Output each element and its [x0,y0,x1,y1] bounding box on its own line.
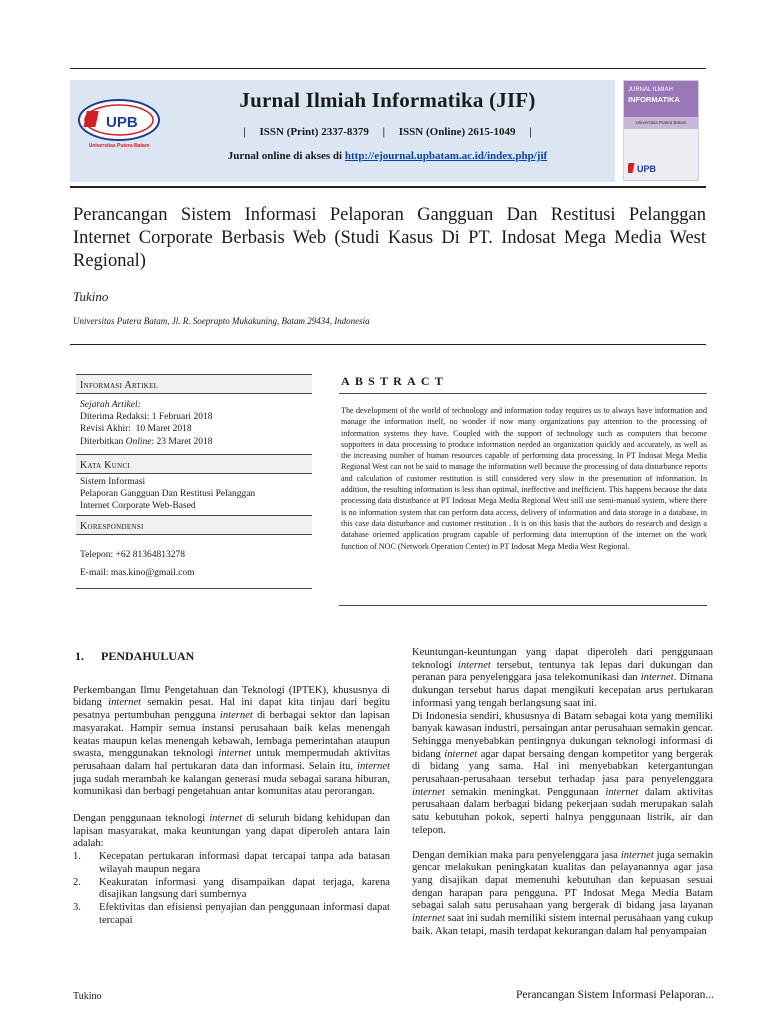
text-run-italic: internet [108,697,142,709]
text-run: saat ini sudah memiliki sistem internal perusahaan yang cukup baik. Akan tetapi, masih terdapat kekurangan dalam hal penyampaian [412,913,713,937]
text-run: tersebut, tentunya tak lepas dari dukungan dan peranan para penyelenggara jasa telekomunikasi dan [412,659,713,684]
text-run-italic: internet [412,786,445,798]
cover-title [628,87,696,105]
text-run: Dengan demikian maka para penyelenggara jasa [412,849,621,861]
cover-logo-text: UPB [637,164,657,174]
text-run: agar dapat bersaing dengan kompetitor yang bergerak di bidang yang sama. Hal ini menyebabkan ketergantungan perusahaan-perusahaan tersebut terhadap jasa para penyelenggara [412,748,713,786]
received-date: Diterima Redaksi: 1 Februari 2018 [80,412,213,423]
abstract-top-rule [339,393,707,394]
article-history [76,394,312,454]
text-run: Di Indonesia sendiri, khususnya di Batam sebagai kota yang memiliki banyak kawasan industri, persaingan antar perusahaan semakin gencar. Sehingga menyebabkan pentingnya dukungan teknologi informasi di bidang [412,710,713,760]
text-run: Dengan penggunaan teknologi [73,813,210,825]
cover-line2: INFORMATIKA [628,94,680,104]
cover-line1: JURNAL ILMIAH [628,87,673,93]
text-run: Keuntungan-keuntungan yang dapat diperoleh dari penggunaan teknologi [412,647,713,671]
paper-title: Perancangan Sistem Informasi Pelaporan Gangguan Dan Restitusi Pelanggan Internet Corporate Berbasis Web (Studi Kasus Di PT. Indosat Mega Media West Regional) [73,205,706,271]
upb-logo [76,96,162,150]
correspondence-details [76,535,312,588]
correspondence-phone: Telepon: +62 81364813278 [80,550,185,561]
text-run: juga semakin gencar melakukan peningkatan kualitas dan pelayanannya agar jasa yang disajikan dapat memenuhi kebutuhan dan kepuasan sesuai dengan harapan para pengguna. PT Indosat Mega Media Batam sebagai salah satu perusahaan yang bergerak di bidang jasa layanan [412,849,713,912]
correspondence-email: E-mail: mas.kino@gmail.com [80,568,195,579]
list-text: Kecepatan pertukaran informasi dapat tercapai tanpa ada batasan wilayah maupun negara [99,851,390,875]
keyword-item: Internet Corporate Web-Based [80,501,196,512]
upb-logo-text: UPB [106,114,138,131]
list-text: Keakuratan informasi yang disampaikan dapat terjaga, karena disajikan langsung dari sumbernya [99,876,390,901]
revised-date: Revisi Akhir: 10 Maret 2018 [80,424,192,435]
intro-paragraph-4 [412,711,713,838]
published-value: : 23 Maret 2018 [151,436,213,447]
footer-author: Tukino [73,991,102,1002]
masthead-rule [70,186,706,188]
published-date [80,436,308,448]
keyword-item: Sistem Informasi [80,476,146,487]
intro-paragraph-1 [73,685,390,799]
keywords-list [76,474,312,516]
cover-subtitle: Universitas Putera Batam [624,117,698,129]
paragraph-gap [73,799,390,813]
online-prefix: Jurnal online di akses di [227,150,345,162]
list-text: Efektivitas dan efisiensi penyajian dan penggunaan informasi dapat tercapai [99,901,390,926]
benefits-list [73,851,390,927]
list-item [73,851,390,876]
text-run: . Dimana dukungan tersebut harus dapat mengikuti kecepatan arus pertukaran informasi yang tengah berlangsung saat ini. [412,672,713,709]
list-item [73,902,390,927]
text-run: dalam aktivitas perusahaan dalam berbagai bidang pekerjaan sudah merupakan salah satu kebutuhan pokok, seperti halnya penggunaan listrik, air dan telepon. [412,786,713,836]
intro-paragraph-5 [412,850,713,939]
published-online-word: Online [125,436,152,447]
text-run-italic: internet [218,748,252,760]
text-run-italic: internet [219,710,253,722]
text-run-italic: internet [209,813,243,825]
upb-logo-subtitle: Universitas Putera Batam [88,143,150,149]
keywords-heading: Kata Kunci [76,454,312,474]
paragraph-gap [412,838,713,850]
section-number: 1. [75,649,84,663]
text-run-italic: internet [357,760,390,772]
text-run: juga sudah merambah ke kalangan generasi muda sebagai sarana hiburan, komunikasi dan berbagi pengetahuan antar komunitas atau perorangan. [73,773,390,798]
body-right-column [412,647,713,938]
text-run-italic: internet [444,748,478,760]
text-run: Perkembangan Ilmu Pengetahuan dan Teknologi (IPTEK), khususnya di bidang [73,684,390,709]
text-run-italic: internet [457,659,491,671]
section-heading [73,650,390,663]
text-run: semakin meningkat. Penggunaan [444,786,606,798]
history-label: Sejarah Artikel: [80,400,141,410]
author-name: Tukino [73,289,109,304]
affiliation-rule [70,344,706,345]
text-run: semakin pesat. Hal ini dapat kita tinjau dari begitu pesatnya pertumbuhan pengguna [73,697,391,722]
abstract-text: The development of the world of technology and information today requires us to always have information and manage the information itself, no wonder if now many organizations pay attention to the processing of information systems they have. Coupled with the support of technology such as computers that become supporters in data processing to produce information needed an organization quickly and accurately, as well as the increasing number of human resources capable of performing data processing. In PT Indosat Mega Media Regional West can not be said to manage the information well because the processing of data disturbance reports and calculation of customer restitution is still considered very slow in the presentation of information. In addition, the resulting information is less than optimal, ineffective and inefficient. This happens because the data processing data disturbance at PT Indosat Mega Media Regional West still use semi-manual system, where there is no information system that can perform data access, delivery of information and data storage in a database, in this case data disturbance and customer restitution . It is on this basis that the authors do research and design a database oriented application program capable of performing data interruption of the internet on the work function of NOC (Network Operation Center) in PT Indosat Mega Media West Regional. [341,406,707,551]
abstract-heading: ABSTRACT [341,374,448,388]
cover-upb-logo [628,161,668,175]
author-affiliation: Universitas Puterα Batam, Jl. R. Soeprapto Mukakuning, Batam 29434, Indonesia [73,316,370,326]
issn-line: | ISSN (Print) 2337-8379 | ISSN (Online) 2615-1049 | [243,126,532,138]
journal-title: Jurnal Ilmiah Informatika (JIF) [239,88,536,112]
abstract-bottom-rule [339,605,707,606]
top-rule [70,68,706,69]
intro-paragraph-3 [412,647,713,711]
text-run-italic: internet [412,913,445,925]
text-run-italic: internet [620,849,654,861]
body-left-column [73,650,390,927]
text-run: untuk mempermudah aktivitas perusahaan dalam hal pertukaran data dan informasi. Selain itu, [73,748,390,772]
list-number: 3. [73,901,81,913]
correspondence-heading: Korespondensi [76,515,312,535]
list-number: 1. [73,851,81,863]
text-run-italic: internet [605,786,639,798]
text-run-italic: internet [640,672,674,684]
journal-cover-thumbnail [623,80,699,181]
article-info-box [76,374,312,589]
list-item [73,877,390,902]
list-number: 2. [73,876,81,888]
footer-running-title: Perancangan Sistem Informasi Pelaporan... [516,989,714,1001]
journal-online-line [170,150,605,162]
text-run: di berbagai sektor dan lapisan masyarakat. Hampir semua instansi perusahaan baik kelas menengah keatas maupun kelas menengah kebawah, lembaga pemerintahan ataupun swasta, menggunakan teknologi [73,710,390,760]
published-prefix: Diterbitkan [80,436,126,447]
journal-url-link[interactable]: http://ejournal.upbatam.ac.id/index.php/jif [344,150,548,162]
text-run: di seluruh bidang kehidupan dan lapisan masyarakat, maka keuntungan yang dapat diperoleh antara lain adalah: [73,813,390,850]
intro-paragraph-2 [73,813,390,851]
section-title: PENDAHULUAN [101,649,195,663]
keyword-item: Pelaporan Gangguan Dan Restitusi Pelanggan [80,489,256,500]
article-info-heading: Informasi Artikel [76,374,312,394]
info-box-bottom-rule [76,588,312,589]
